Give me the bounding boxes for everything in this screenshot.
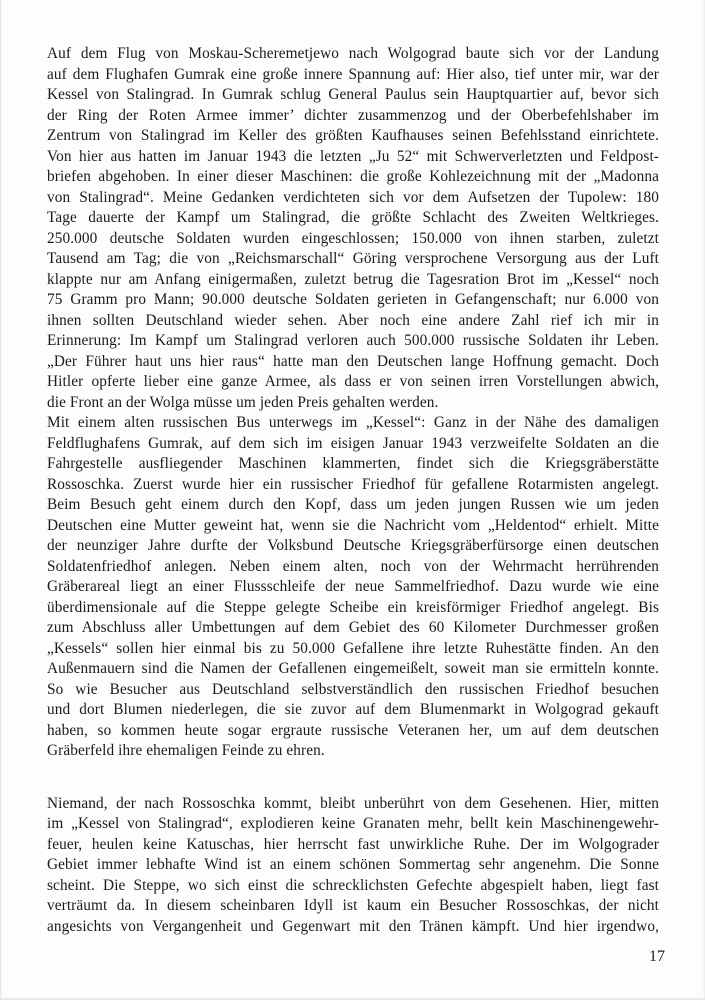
text-line: Niemand, der nach Rossoschka kommt, bleibt unberührt von dem Gesehenen. Hier, mitten: [47, 794, 659, 812]
text-line: So wie Besucher aus Deutschland selbstverständlich den russischen Friedhof besuchen: [47, 680, 659, 698]
text-line: Soldatenfriedhof anlegen. Neben einem alten, noch von der Wehrmacht herrührenden: [47, 557, 659, 575]
text-line: angesichts von Vergangenheit und Gegenwart mit den Tränen kämpft. Und hier irgendwo,: [47, 917, 659, 935]
text-line: die Front an der Wolga müsse um jeden Preis gehalten werden.: [47, 393, 439, 411]
page-number: 17: [649, 948, 665, 965]
text-line: Deutschen eine Mutter geweint hat, wenn sie die Nachricht vom „Heldentod“ erhielt. Mitte: [47, 516, 659, 534]
text-line: 75 Gramm pro Mann; 90.000 deutsche Soldaten gerieten in Gefangenschaft; nur 6.000 von: [47, 291, 659, 308]
text-line: Auf dem Flug von Moskau-Scheremetjewo nach Wolgograd baute sich vor der Landung: [47, 45, 659, 62]
text-line: der neunziger Jahre durfte der Volksbund Deutsche Kriegsgräberfürsorge einen deutschen: [47, 537, 659, 554]
text-line: Mit einem alten russischen Bus unterwegs im „Kessel“: Ganz in der Nähe des damaligen: [47, 414, 659, 431]
text-line: Gräberfeld ihre ehemaligen Feinde zu ehren.: [47, 742, 325, 759]
text-line: „Der Führer haut uns hier raus“ hatte man den Deutschen lange Hoffnung gemacht. Doch: [47, 352, 659, 370]
text-line: von Stalingrad“. Meine Gedanken verdichteten sich vor dem Aufsetzen der Tupolew: 180: [47, 188, 659, 206]
text-line: Außenmauern sind die Namen der Gefallenen eingemeißelt, soweit man sie ermitteln konnte.: [47, 660, 659, 677]
text-line: scheint. Die Steppe, wo sich einst die schrecklichsten Gefechte abgespielt haben, liegt fast: [47, 876, 659, 894]
text-line: der Ring der Roten Armee immer’ dichter zusammenzog und der Oberbefehlshaber im: [47, 106, 659, 124]
text-line: „Kessels“ sollen hier einmal bis zu 50.000 Gefallene ihre letzte Ruhestätte finden. An den: [47, 639, 659, 657]
text-line: zum Abschluss aller Umbettungen auf dem Gebiet des 60 Kilometer Durchmesser großen: [47, 619, 659, 636]
body-text: [47, 44, 659, 937]
text-line: Kessel von Stalingrad. In Gumrak schlug General Paulus sein Hauptquartier auf, bevor sich: [47, 86, 659, 103]
paragraph-flight-to-wolgograd: [47, 44, 659, 413]
paragraph-niemand-unberuehrt: [47, 794, 659, 938]
text-line: haben, so kommen heute sogar ergraute russische Veteranen her, um auf dem deutschen: [47, 721, 659, 739]
text-line: verträumt da. In diesem scheinbaren Idyll ist kaum ein Besucher Rossoschkas, der nicht: [47, 897, 659, 914]
text-line: Feldflughafens Gumrak, auf dem sich im eisigen Januar 1943 verzweifelte Soldaten an die: [47, 434, 659, 452]
scan-edge-left: [0, 0, 2, 1000]
text-line: Gebiet immer lebhafte Wind ist an einem schönen Sommertag sehr angenehm. Die Sonne: [47, 856, 659, 873]
text-line: überdimensionale auf die Steppe gelegte Scheibe ein kreisförmiger Friedhof angelegt. Bis: [47, 598, 659, 616]
text-line: feuer, heulen keine Katuschas, hier herrscht fast unwirkliche Ruhe. Der im Wolgograder: [47, 835, 659, 853]
text-line: im „Kessel von Stalingrad“, explodieren keine Granaten mehr, bellt kein Maschinengewehr-: [47, 815, 659, 832]
text-line: und dort Blumen niederlegen, die sie zuvor auf dem Blumenmarkt in Wolgograd gekauft: [47, 701, 659, 718]
text-line: Erinnerung: Im Kampf um Stalingrad verloren auch 500.000 russische Soldaten ihr Leben.: [47, 332, 659, 349]
text-line: Rossoschka. Zuerst wurde hier ein russischer Friedhof für gefallene Rotarmisten angelegt.: [47, 475, 659, 493]
text-line: ihnen sollten Deutschland wieder sehen. Aber noch eine andere Zahl rief ich mir in: [47, 311, 659, 329]
text-line: klappte nur am Anfang einigermaßen, zuletzt betrug die Tagesration Brot im „Kessel“ noch: [47, 270, 659, 288]
text-line: 250.000 deutsche Soldaten wurden eingeschlossen; 150.000 von ihnen starben, zuletzt: [47, 229, 659, 247]
text-line: Tausend am Tag; die von „Reichsmarschall“ Göring versprochene Versorgung aus der Luft: [47, 250, 659, 267]
text-line: Hitler opferte lieber eine ganze Armee, als dass er von seinen irren Vorstellungen abwich,: [47, 373, 659, 390]
text-line: Zentrum von Stalingrad im Keller des größten Kaufhauses seinen Befehlsstand einrichtete.: [47, 127, 659, 144]
text-line: Gräberareal liegt an einer Flussschleife der neue Sammelfriedhof. Dazu wurde wie eine: [47, 578, 659, 595]
paragraph-bus-to-rossoschka: [47, 413, 659, 762]
text-line: briefen abgehoben. In einer dieser Maschinen: die große Kohlezeichnung mit der „Madonna: [47, 168, 659, 185]
text-line: Fahrgestelle ausfliegender Maschinen klammerten, findet sich die Kriegsgräberstätte: [47, 455, 659, 472]
text-line: Tage dauerte der Kampf um Stalingrad, die größte Schlacht des Zweiten Weltkrieges.: [47, 209, 659, 226]
text-line: auf dem Flughafen Gumrak eine große innere Spannung auf: Hier also, tief unter mir, war der: [47, 65, 659, 83]
text-line: Beim Besuch geht einem durch den Kopf, dass um jeden jungen Russen wie um jeden: [47, 496, 659, 513]
text-line: Von hier aus hatten im Januar 1943 die letzten „Ju 52“ mit Schwerverletzten und Feldpost-: [47, 147, 659, 165]
